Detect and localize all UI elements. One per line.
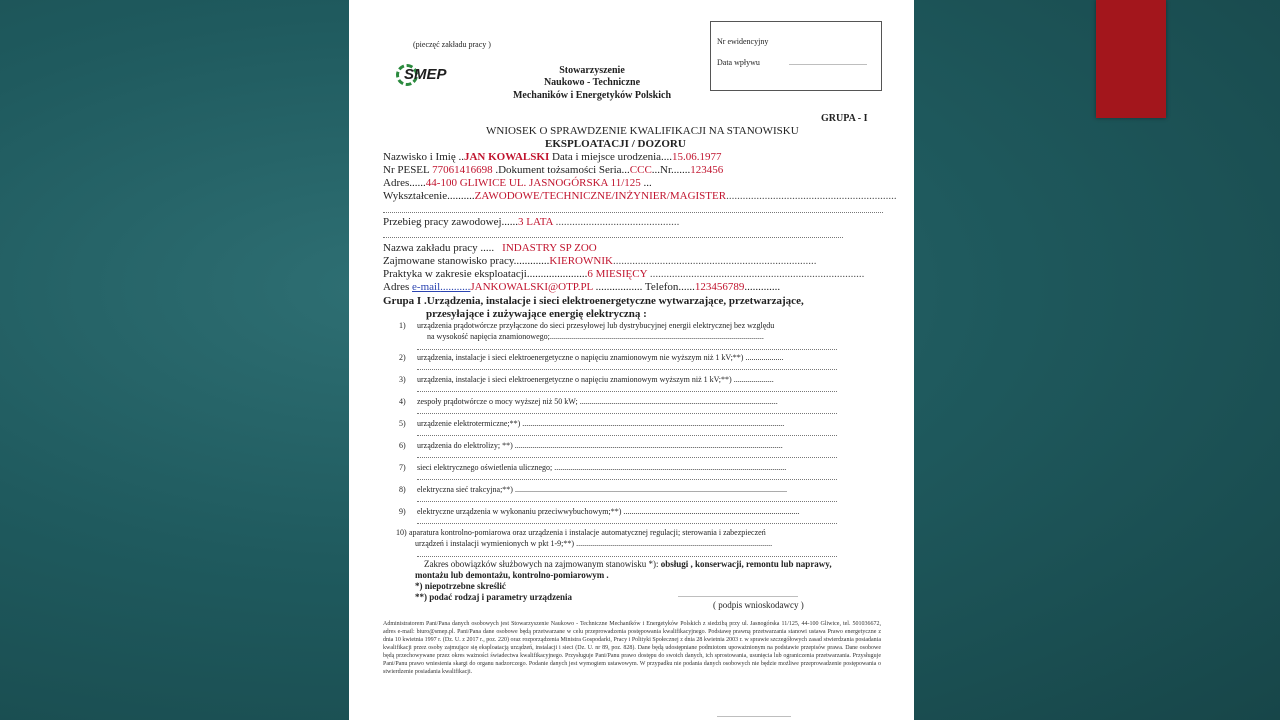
pesel-value[interactable]: 77061416698 bbox=[432, 164, 493, 176]
doc-nr-value[interactable]: 123456 bbox=[690, 164, 724, 176]
item-answer-line bbox=[417, 349, 837, 350]
education-value[interactable]: ZAWODOWE/TECHNICZNE/INŻYNIER/MAGISTER bbox=[474, 190, 727, 202]
item-number: 2) bbox=[399, 353, 406, 362]
practice-tail: .............................................................................. bbox=[647, 268, 865, 280]
note-device-params: **) podać rodzaj i parametry urządzenia bbox=[415, 592, 573, 602]
education-label: Wykształcenie.......... bbox=[383, 190, 475, 202]
registry-nr-label: Nr ewidencyjny bbox=[717, 37, 769, 46]
item-number: 1) bbox=[399, 321, 406, 330]
work-label: Przebieg pracy zawodowej...... bbox=[383, 216, 519, 228]
registry-date-dots: ....................................... bbox=[789, 58, 867, 67]
email-value[interactable]: JANKOWALSKI@OTP.PL bbox=[470, 281, 593, 293]
item-number: 8) bbox=[399, 485, 406, 494]
item-text: urządzenia prądotwórcze przyłączone do sieci przesyłowej lub dystrybucyjnej energii elektrycznej bez względu bbox=[417, 321, 775, 330]
company-value[interactable]: INDASTRY SP ZOO bbox=[502, 242, 597, 254]
phone-label: ................. Telefon...... bbox=[592, 281, 695, 293]
item-number: 6) bbox=[399, 441, 406, 450]
email-dots: ........... bbox=[440, 281, 471, 293]
position-tail: .......................................................................... bbox=[612, 255, 817, 267]
signature-dots: ............................................................ bbox=[678, 590, 798, 599]
item-answer-line bbox=[417, 479, 837, 480]
group-label: GRUPA - I bbox=[821, 113, 868, 124]
item-text: zespoły prądotwórcze o mocy wyższej niż 50 kW; ................................................................................................... bbox=[417, 397, 778, 406]
registry-box bbox=[710, 21, 882, 91]
field-work-row bbox=[383, 216, 679, 228]
item-text: urządzenia do elektrolizy; **) ...................................................................................................................................... bbox=[417, 441, 783, 450]
field-practice-row bbox=[383, 268, 864, 280]
practice-label: Praktyka w zakresie eksploatacji...................... bbox=[383, 268, 588, 280]
field-name-row bbox=[383, 151, 722, 163]
position-label: Zajmowane stanowisko pracy............. bbox=[383, 255, 550, 267]
field-company-row bbox=[383, 242, 597, 254]
item-answer-line bbox=[417, 501, 837, 502]
item-answer-line bbox=[417, 391, 837, 392]
item-text-cont: na wysokość napięcia znamionowego;........................................................................................................... bbox=[427, 332, 764, 341]
item-text: elektryczne urządzenia w wykonaniu przeciwwybuchowym;**) ........................................................................................ bbox=[417, 507, 800, 516]
duties-line-1 bbox=[424, 559, 832, 569]
field-pesel-row bbox=[383, 164, 723, 176]
footer-dots: ..................................... bbox=[717, 710, 791, 719]
item-number: 10) bbox=[396, 528, 407, 537]
gdpr-notice: Administratorem Pani/Pana danych osobowych jest Stowarzyszenie Naukowo - Techniczne Mechaników i Energetyków Polskich z siedzibą przy ul. Jasnogórska 11/125, 44-100 Gliwice, tel. 501036672, adres e-mail: biuro@smep.pl. Pani/Pana dane osobowe będą przetwarzane w celu przeprowadzenia postępowania kwalifikacyjnego. Podstawę prawną przetwarzania stanowi ustawa Prawo energetyczne z dnia 10 kwietnia 1997 r. (Dz. U. z 2017 r., poz. 220) oraz rozporządzenia Ministra Gospodarki, Pracy i Polityki Społecznej z dnia 28 kwietnia 2003 r. w sprawie szczegółowych zasad stwierdzania posiadania kwalifikacji przez osoby zajmujące się eksploatacją urządzeń, instalacji i sieci (Dz. U. nr 89, poz. 828). Dane będą udostępniane podmiotom upoważnionym na podstawie przepisów prawa. Dane osobowe będą przechowywane przez okres ważności świadectwa kwalifikacyjnego. Przysługuje Pani/Panu prawo dostępu do swoich danych, ich sprostowania, usunięcia lub ograniczenia przetwarzania. Przysługuje Pani/Panu prawo wniesienia skargi do organu nadzorczego. Podanie danych jest wymogiem ustawowym. W przypadku nie podania danych osobowych nie będzie możliwe przeprowadzenie postępowania o stwierdzenie posiadania kwalifikacji. bbox=[383, 621, 881, 675]
group-heading-line-1: Grupa I .Urządzenia, instalacje i sieci elektroenergetyczne wytwarzające, przetwarzające, bbox=[383, 295, 804, 307]
form-title: WNIOSEK O SPRAWDZENIE KWALIFIKACJI NA STANOWISKU bbox=[486, 125, 799, 137]
item-answer-line bbox=[417, 556, 837, 557]
item-number: 3) bbox=[399, 375, 406, 384]
signature-label: ( podpis wnioskodawcy ) bbox=[713, 600, 804, 610]
item-text: aparatura kontrolno-pomiarowa oraz urządzenia i instalacje automatycznej regulacji; sterowania i zabezpieczeń bbox=[409, 528, 766, 537]
address-tail: ... bbox=[640, 177, 652, 189]
duties-line-2: montażu lub demontażu, kontrolno-pomiarowym . bbox=[415, 570, 609, 580]
phone-value[interactable]: 123456789 bbox=[694, 281, 745, 293]
birth-value[interactable]: 15.06.1977 bbox=[672, 151, 722, 163]
item-answer-line bbox=[417, 523, 837, 524]
field-address-row bbox=[383, 177, 652, 189]
item-number: 5) bbox=[399, 419, 406, 428]
doc-nr-label: ...Nr....... bbox=[651, 164, 691, 176]
item-answer-line bbox=[417, 435, 837, 436]
duties-bold: obsługi , konserwacji, remontu lub naprawy, bbox=[660, 559, 832, 569]
org-name-line-3: Mechaników i Energetyków Polskich bbox=[512, 90, 672, 101]
education-tail: .............................................................. bbox=[726, 190, 897, 202]
name-label: Nazwisko i Imię .. bbox=[383, 151, 464, 163]
blank-line bbox=[383, 237, 843, 238]
address-label: Adres...... bbox=[383, 177, 426, 189]
item-text: elektryczna sieć trakcyjna;**) ........................................................................................................................................ bbox=[417, 485, 787, 494]
smep-logo bbox=[396, 62, 460, 92]
email-label: Adres bbox=[383, 281, 413, 293]
birth-label: Data i miejsce urodzenia.... bbox=[549, 151, 673, 163]
org-name-line-1: Stowarzyszenie bbox=[559, 65, 625, 76]
note-strike: *) niepotrzebne skreślić bbox=[415, 581, 506, 591]
document-page bbox=[349, 0, 914, 720]
org-name-line-2: Naukowo - Techniczne bbox=[543, 77, 641, 88]
phone-tail: ............. bbox=[744, 281, 781, 293]
group-heading-line-2: przesyłające i zużywające energię elektryczną : bbox=[426, 308, 647, 320]
company-label: Nazwa zakładu pracy ..... bbox=[383, 242, 495, 254]
name-value[interactable]: JAN KOWALSKI bbox=[463, 151, 550, 163]
item-text: urządzenia, instalacje i sieci elektroenergetyczne o napięciu znamionowym nie wyższym niż 1 kV;**) ................... bbox=[417, 353, 784, 362]
red-accent-block bbox=[1096, 0, 1166, 118]
item-number: 7) bbox=[399, 463, 406, 472]
item-text: urządzenia, instalacje i sieci elektroenergetyczne o napięciu znamionowym wyższym niż 1 kV;**) .................... bbox=[417, 375, 774, 384]
position-value[interactable]: KIEROWNIK bbox=[549, 255, 613, 267]
registry-date-label: Data wpływu bbox=[717, 58, 760, 67]
email-link[interactable]: e-mail bbox=[412, 281, 441, 293]
item-answer-line bbox=[417, 457, 837, 458]
item-answer-line bbox=[417, 369, 837, 370]
item-answer-line bbox=[417, 413, 837, 414]
item-number: 9) bbox=[399, 507, 406, 516]
item-text: sieci elektrycznego oświetlenia ulicznego; .................................................................................................................... bbox=[417, 463, 787, 472]
blank-line bbox=[383, 212, 883, 213]
work-value[interactable]: 3 LATA bbox=[518, 216, 553, 228]
field-position-row bbox=[383, 255, 816, 267]
duties-prefix: Zakres obowiązków służbowych na zajmowanym stanowisku *): bbox=[424, 559, 661, 569]
pesel-label: Nr PESEL bbox=[383, 164, 433, 176]
address-value[interactable]: 44-100 GLIWICE UL. JASNOGÓRSKA 11/125 bbox=[425, 177, 641, 189]
field-education-row bbox=[383, 190, 897, 202]
form-subtitle: EKSPLOATACJI / DOZORU bbox=[545, 138, 686, 150]
work-tail: ............................................. bbox=[552, 216, 680, 228]
logo-text: SMEP bbox=[404, 66, 447, 83]
item-text: urządzenie elektrotermiczne;**) ................................................................................................................................... bbox=[417, 419, 785, 428]
item-number: 4) bbox=[399, 397, 406, 406]
item-text-cont: urządzeń i instalacji wymienionych w pkt 1-9;**) .................................................................................................. bbox=[415, 539, 773, 548]
stamp-label: (pieczęć zakładu pracy ) bbox=[413, 40, 491, 49]
doc-label: .Dokument tożsamości Seria... bbox=[492, 164, 630, 176]
practice-value[interactable]: 6 MIESIĘCY bbox=[587, 268, 648, 280]
field-contact-row bbox=[383, 281, 780, 293]
doc-series-value[interactable]: CCC bbox=[629, 164, 652, 176]
